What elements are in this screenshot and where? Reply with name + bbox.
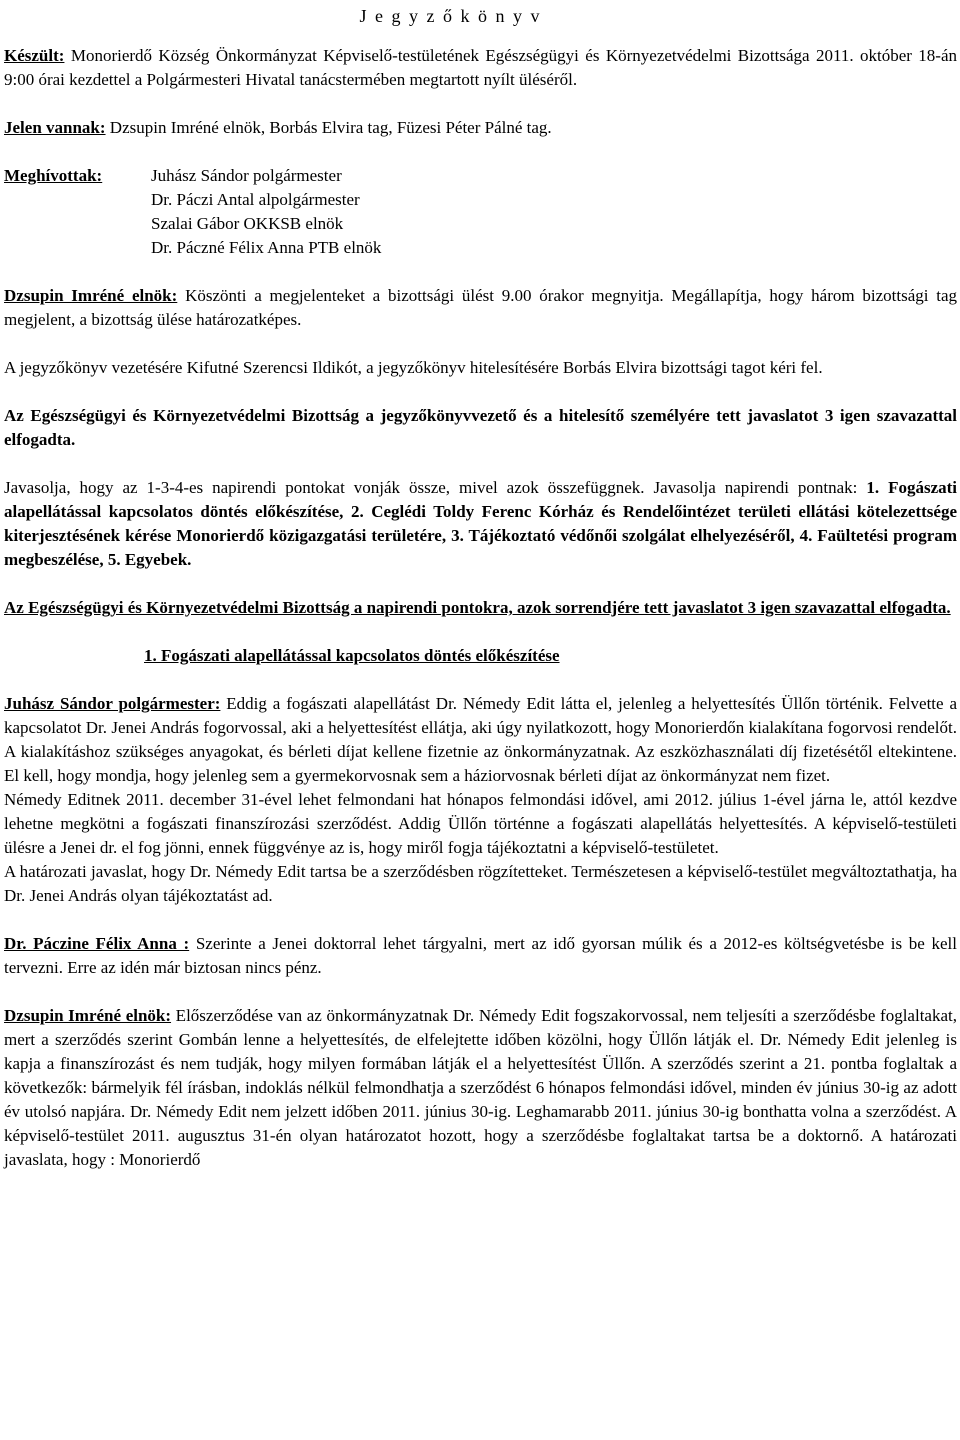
text-dzsupin-2: Előszerződése van az önkormányzatnak Dr. Némedy Edit fogszakorvossal, nem teljesíti a szerződésbe foglaltakat, mert a szerződés szerint Gombán lenne a helyettesítés, de elfelejtette időben közölni, hogy Üllőn látják el. Dr. Némedy Edit jelenleg is kapja a finanszírozást és nem tudják, hogy milyen formában látják el a helyettesítést Üllőn. A szerződés szerint a 21. pontba foglaltak a következők: bármelyik fél írásban, indoklás nélkül felmondhatja a szerződést 6 hónapos felmondási idővel, minden év június 30-ig az adott év utolsó napjára. Dr. Némedy Edit nem jelzett időben 2011. június 30-ig. Leghamarabb 2011. június 30-ig bonthatta volna a szerződést. A képviselő-testület 2011. augusztus 31-én olyan határozatot hozott, hogy a szerződésbe foglaltakat tartsa be a doktornő. A határozati javaslata, hogy : Monorierdő xyxy=(4,1006,957,1169)
paragraph-resolution-2: Az Egészségügyi és Környezetvédelmi Bizottság a napirendi pontokra, azok sorrendjére tett javaslatot 3 igen szavazattal elfogadta. xyxy=(4,598,951,617)
paragraph-nemedy: Némedy Editnek 2011. december 31-ével lehet felmondani hat hónapos felmondási idővel, ami 2012. július 1-ével járna le, attól kezdve lehetne megkötni a fogászati finanszírozási szerződést. Addig Üllőn történne a fogászati alapellátás helyettesítés. A képviselő-testületi ülésre a Jenei dr. el fog jönni, ennek függvénye az is, hogy miről fogja tájékoztatni a képviselő-testületet. xyxy=(4,790,957,857)
meghivott-name: Juhász Sándor polgármester xyxy=(151,166,342,185)
text-paczine: Szerinte a Jenei doktorral lehet tárgyalni, mert az idő gyorsan múlik és a 2012-es költségvetésbe is be kell tervezni. Erre az idén már biztosan nincs pénz. xyxy=(4,934,957,977)
paragraph-hatarozati: A határozati javaslat, hogy Dr. Némedy Edit tartsa be a szerződésben rögzítetteket. Természetesen a képviselő-testület megváltoztathatja, ha Dr. Jenei András olyan tájékoztatást ad. xyxy=(4,862,957,905)
document-page xyxy=(4,0,957,1172)
text-napirend-items: 1. Fogászati alapellátással kapcsolatos döntés előkészítése, 2. Ceglédi Toldy Ferenc Kórház és Rendelőintézet területi ellátási kötelezettsége kiterjesztésének kérése Monorierdő közigazgatási területére, 3. Tájékoztató védőnői szolgálat elhelyezéséről, 4. Faültetési program megbeszélése, 5. Egyebek. xyxy=(4,478,957,569)
paragraph-resolution-1: Az Egészségügyi és Környezetvédelmi Bizottság a jegyzőkönyvvezető és a hitelesítő személyére tett javaslatot 3 igen szavazattal elfogadta. xyxy=(4,406,957,449)
text-opening: Köszönti a megjelenteket a bizottsági ülést 9.00 órakor megnyitja. Megállapítja, hogy három bizottsági tag megjelent, a bizottság ülése határozatképes. xyxy=(4,286,958,329)
meghivottak-block xyxy=(4,164,957,260)
text-jelen-vannak: Dzsupin Imréné elnök, Borbás Elvira tag, Füzesi Péter Pálné tag. xyxy=(105,118,552,137)
label-keszult: Készült: xyxy=(4,46,65,65)
label-meghivottak: Meghívottak: xyxy=(4,166,103,185)
paragraph-napirend xyxy=(4,476,957,572)
section-heading-1: 1. Fogászati alapellátással kapcsolatos döntés előkészítése xyxy=(144,646,560,665)
text-napirend: Javasolja, hogy az 1-3-4-es napirendi pontokat vonják össze, mivel azok összefüggnek. Javasolja napirendi pontnak: xyxy=(4,478,867,497)
text-juhasz: Eddig a fogászati alapellátást Dr. Némedy Edit látta el, jelenleg a helyettesítés Üllőn történik. Felvette a kapcsolatot Dr. Jenei András fogorvossal, aki a helyettesítést ellátja, aki úgy nyilatkozott, hogy Monorierdőn kialakítana fogorvosi rendelőt. A kialakításhoz szükséges anyagokat, és bérleti díjat kellene fizetnie az önkormányzatnak. Az eszközhasználati díj fizetésétől eltekintene. El kell, hogy mondja, hogy jelenleg sem a gyermekorvosnak sem a háziorvosnak bérleti díjat az önkormányzat nem fizet. xyxy=(4,694,957,785)
paragraph-paczine xyxy=(4,932,957,980)
text-keszult: Monorierdő Község Önkormányzat Képviselő-testületének Egészségügyi és Környezetvédelmi Bizottsága 2011. október 18-án 9:00 órai kezdettel a Polgármesteri Hivatal tanácstermében megtartott nyílt üléséről. xyxy=(4,46,957,89)
label-speaker: Dzsupin Imréné elnök: xyxy=(4,1006,172,1025)
label-jelen-vannak: Jelen vannak: xyxy=(4,118,106,137)
paragraph-jelen-vannak xyxy=(4,116,957,140)
meghivott-name: Dr. Páczi Antal alpolgármester xyxy=(151,190,360,209)
paragraph-keszult xyxy=(4,44,957,92)
meghivott-name: Dr. Páczné Félix Anna PTB elnök xyxy=(151,238,382,257)
paragraph-jegyzokonyv: A jegyzőkönyv vezetésére Kifutné Szerencsi Ildikót, a jegyzőkönyv hitelesítésére Borbás Elvira bizottsági tagot kéri fel. xyxy=(4,358,823,377)
meghivott-name: Szalai Gábor OKKSB elnök xyxy=(151,214,344,233)
label-speaker: Dr. Páczine Félix Anna : xyxy=(4,934,190,953)
label-speaker: Dzsupin Imréné elnök: xyxy=(4,286,178,305)
document-title: J e g y z ő k ö n y v xyxy=(359,6,542,26)
paragraph-juhasz xyxy=(4,692,957,788)
paragraph-dzsupin-2 xyxy=(4,1004,957,1172)
label-speaker: Juhász Sándor polgármester: xyxy=(4,694,221,713)
paragraph-opening xyxy=(4,284,957,332)
